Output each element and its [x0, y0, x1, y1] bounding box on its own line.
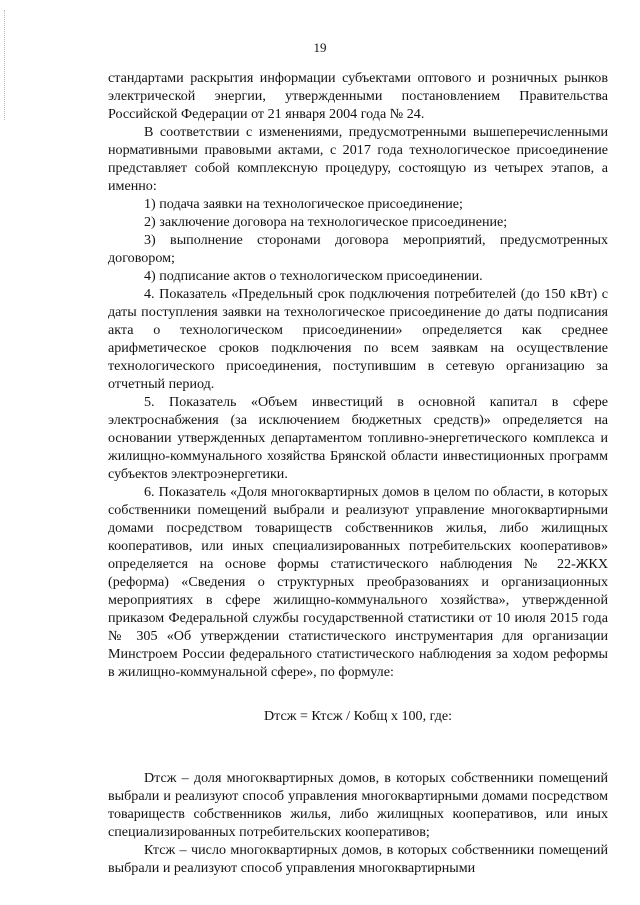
- paragraph-continuation: стандартами раскрытия информации субъектами оптового и розничных рынков электрической энергии, утвержденными постановлением Правительства Российской Федерации от 21 января 2004 года № 24.: [108, 70, 608, 122]
- definition-dtszh: Dтсж – доля многоквартирных домов, в которых собственники помещений выбрали и реализуют способ управления многоквартирными домами посредством товариществ собственников жилья, либо жилищных кооперативов, или иных специализированных потребительских кооперативов;: [108, 770, 608, 840]
- paragraph-intro-stages: В соответствии с изменениями, предусмотренными вышеперечисленными нормативными правовыми актами, с 2017 года технологическое присоединение представляет собой комплексную процедуру, состоящую из четырех этапов, а именно:: [108, 124, 608, 194]
- definition-ktszh: Ктсж – число многоквартирных домов, в которых собственники помещений выбрали и реализуют способ управления многоквартирными: [108, 842, 608, 876]
- paragraph-indicator-5: 5. Показатель «Объем инвестиций в основной капитал в сфере электроснабжения (за исключением бюджетных средств)» определяется на основании утвержденных департаментом топливно-энергетического комплекса и жилищно-коммунального хозяйства Брянской области инвестиционных программ субъектов электроэнергетики.: [108, 394, 608, 482]
- paragraph-indicator-6: 6. Показатель «Доля многоквартирных домов в целом по области, в которых собственники помещений выбрали и реализуют управление многоквартирными домами посредством товариществ собственников жилья, либо жилищных кооперативов, или иных специализированных потребительских кооперативов» определяется на основе формы статистического наблюдения № 22-ЖКХ (реформа) «Сведения о структурных преобразованиях и организационных мероприятиях в сфере жилищно-коммунального хозяйства», утвержденной приказом Федеральной службы государственной статистики от 10 июля 2015 года № 305 «Об утверждении статистического инструментария для организации Минстроем России федерального статистического наблюдения за ходом реформы в жилищно-коммунальной сфере», по формуле:: [108, 484, 608, 680]
- formula: Dтсж = Ктсж / Кобщ х 100, где:: [263, 708, 453, 724]
- paragraph-indicator-4: 4. Показатель «Предельный срок подключения потребителей (до 150 кВт) с даты поступления заявки на технологическое присоединение до даты подписания акта о технологическом присоединении» определяется как среднее арифметическое сроков подключения по всем заявкам на осуществление технологического присоединения, поступившим в сетевую организацию за отчетный период.: [108, 286, 608, 392]
- list-item-stage-3: 3) выполнение сторонами договора мероприятий, предусмотренных договором;: [108, 232, 608, 266]
- binding-margin-marks: [4, 10, 11, 120]
- list-item-stage-4: 4) подписание актов о технологическом присоединении.: [144, 268, 483, 284]
- page-body: [108, 69, 608, 877]
- page-number: 19: [313, 40, 327, 55]
- list-item-stage-1: 1) подача заявки на технологическое присоединение;: [144, 196, 463, 212]
- list-item-stage-2: 2) заключение договора на технологическое присоединение;: [144, 214, 508, 230]
